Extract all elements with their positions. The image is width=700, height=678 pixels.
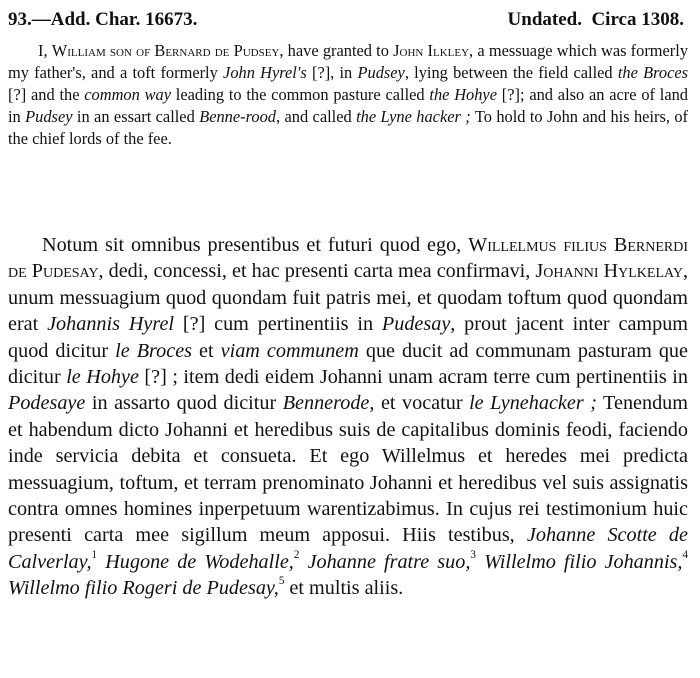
charter-header [8,8,684,32]
latin-text: Notum sit omnibus presentibus et futuri quod ego, [42,234,469,256]
charter-reference [8,8,197,32]
summary-text: , and called [275,107,357,126]
footnote-marker: 2 [293,548,300,561]
latin-charter-text [8,232,688,602]
latin-text: in assarto quod dicitur [85,392,283,415]
latin-text: [?] ; item dedi eidem Johanni unam acram terre cum pertinentiis in [138,366,688,389]
summary-text: To hold to John and his heirs, of the chief lords of the fee. [8,107,688,148]
footnote-marker: 1 [91,548,98,561]
latin-text: [?] cum pertinentiis in [174,313,382,336]
summary-place: Pudsey [25,107,73,126]
latin-text: , unum messuagium quod quondam fuit patris mei, et quodam toftum quod quondam erat [8,260,688,336]
summary-grantor: William son of Bernard de Pudsey [51,41,280,60]
latin-place: le Hohye [66,366,139,389]
latin-place: viam communem [220,339,359,362]
footnote-marker: 3 [470,548,476,561]
summary-text: in an essart called [72,107,200,126]
footnote-marker: 4 [682,548,689,561]
footnote-marker: 5 [278,575,285,588]
witness-name: Willelmo filio Rogeri de Pudesay, [8,577,279,600]
summary-name: John Hyrel's [223,63,307,82]
latin-text: , prout jacent inter campum quod dicitur [8,313,688,362]
latin-text [476,551,484,573]
summary-text: I, [38,41,52,60]
witness-name: Hugone de Wodehalle, [105,550,294,573]
latin-place: le Broces [115,339,193,362]
summary-text: , have granted to [279,41,394,60]
latin-name: Johannis Hyrel [47,313,175,336]
latin-text: et [192,339,221,362]
summary-place: common way [84,85,171,104]
latin-text [299,551,307,573]
summary-text: [?] and the [8,85,85,104]
charter-ref: Add. Char. 16673. [50,9,198,30]
witness-name: Johanne Scotte de Calverlay, [8,524,688,573]
summary-place: Pudsey [357,63,405,82]
charter-date: Undated. Circa 1308. [507,9,684,30]
charter-dash: — [31,9,51,30]
latin-text: et multis aliis. [284,577,404,600]
witness-name: Johanne fratre suo, [307,550,471,573]
summary-text: , lying between the field called [404,63,618,82]
latin-place: Pudesay [381,313,451,336]
charter-number: 93. [8,9,32,30]
summary-text: [?]; and also an acre of land in [8,85,688,126]
latin-place: le Lynehacker ; [469,392,597,415]
summary-text: leading to the common pasture called [171,85,430,104]
summary-grantee: John Ilkley [393,41,470,60]
summary-place: Benne-rood [199,107,276,126]
latin-place: Bennerode [282,392,370,415]
latin-text: , et vocatur [369,392,470,415]
latin-grantee: Johanni Hylkelay [535,260,683,283]
summary-text: [?], in [306,63,358,82]
latin-place: Podesaye [8,392,86,415]
latin-text: Tenendum et habendum dicto Johanni et heredibus suis de capitalibus dominis feodi, faciendo inde servicia debita et consueta. Et ego Willelmus et heredes mei predicta messuagium, toftum, et terram prenominato Johanni et heredibus vel suis assignatis contra omnes homines inperpetuum warentizabimus. In cujus rei testimonium huic presenti carta mee sigillum meum apposui. Hiis testibus, [8,392,688,547]
latin-grantor: Willelmus filius Bernerdi de Pudesay [8,234,688,283]
latin-text: que ducit ad communam pasturam que dicitur [8,339,688,389]
summary-place: the Hohye [429,85,497,104]
latin-text: , dedi, concessi, et hac presenti carta mea confirmavi, [98,260,536,283]
english-summary [8,40,688,150]
summary-place: the Broces [617,63,689,82]
summary-text: , a messuage which was formerly my father's, and a toft formerly [8,41,689,82]
witness-name: Willelmo filio Johannis, [484,550,683,573]
latin-text [97,551,105,573]
summary-place: the Lyne hacker ; [356,107,471,126]
